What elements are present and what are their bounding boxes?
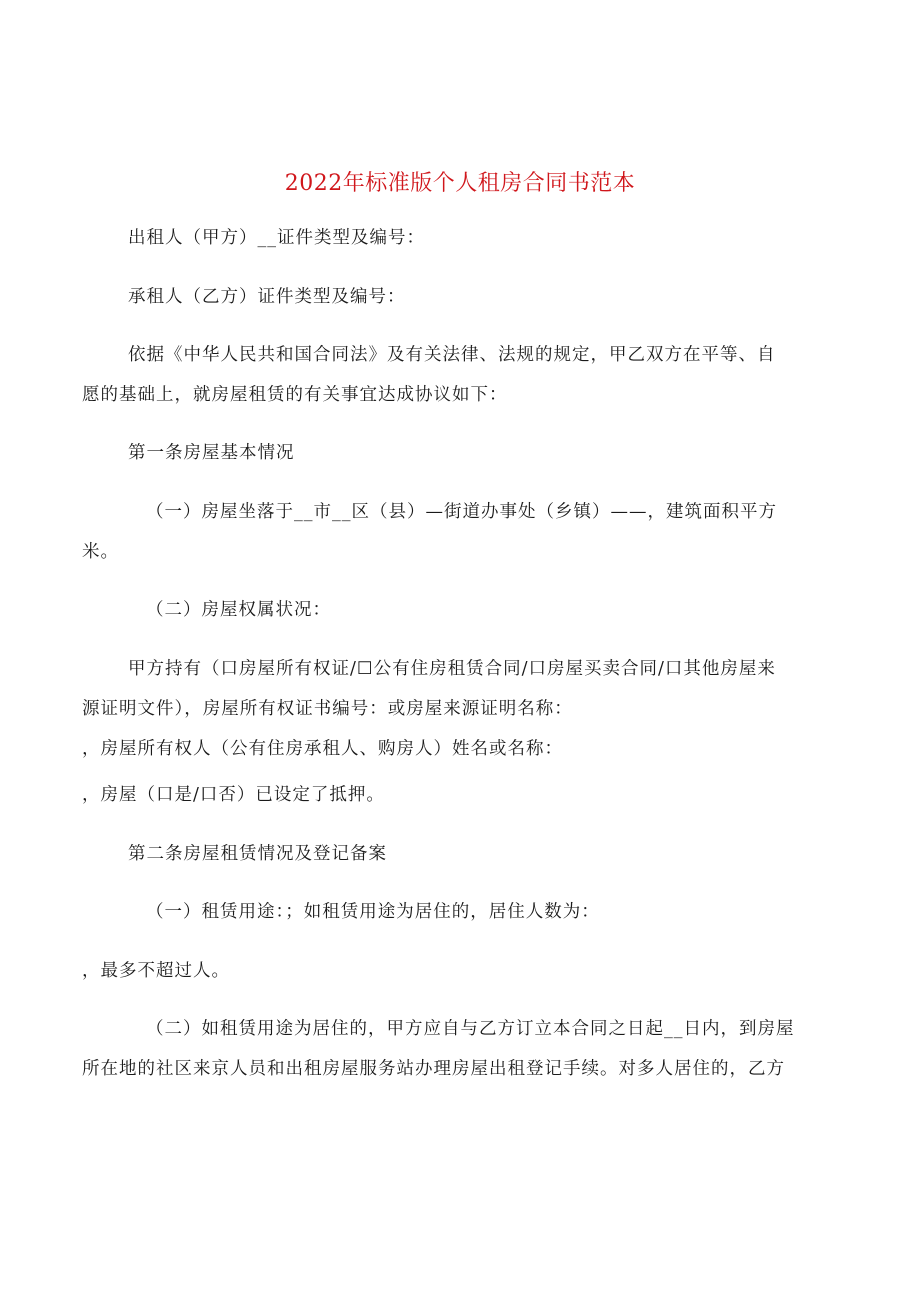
ownership-line-2: 源证明文件），房屋所有权证书编号：或房屋来源证明名称： — [82, 699, 573, 719]
document-title: 2022年标准版个人租房合同书范本 — [284, 171, 636, 196]
article-2-heading: 第二条房屋租赁情况及登记备案 — [128, 844, 387, 864]
article-1-item-1-line-1: （一）房屋坐落于__市__区（县）—街道办事处（乡镇）——，建筑面积平方 — [146, 502, 777, 522]
lessor-line: 出租人（甲方）__证件类型及编号： — [128, 228, 425, 248]
article-2-item-2-line-1: （二）如租赁用途为居住的，甲方应自与乙方订立本合同之日起__日内，到房屋 — [146, 1019, 795, 1039]
article-1-item-2: （二）房屋权属状况： — [146, 600, 331, 620]
preamble-line-1: 依据《中华人民共和国合同法》及有关法律、法规的规定，甲乙双方在平等、自 — [128, 345, 776, 365]
article-2-item-1-cont: ，最多不超过人。 — [82, 961, 230, 981]
lessee-line: 承租人（乙方）证件类型及编号： — [128, 287, 406, 307]
article-1-heading: 第一条房屋基本情况 — [128, 443, 295, 463]
ownership-line-3: ，房屋所有权人（公有住房承租人、购房人）姓名或名称： — [82, 739, 563, 759]
article-2-item-2-line-2: 所在地的社区来京人员和出租房屋服务站办理房屋出租登记手续。对多人居住的，乙方 — [82, 1059, 785, 1079]
article-1-item-1-line-2: 米。 — [82, 542, 119, 562]
article-2-item-1: （一）租赁用途：；如租赁用途为居住的，居住人数为： — [146, 902, 600, 922]
ownership-line-1: 甲方持有（口房屋所有权证/☐公有住房租赁合同/口房屋买卖合同/口其他房屋来 — [128, 659, 776, 679]
ownership-line-4: ，房屋（口是/口否）已设定了抵押。 — [82, 785, 385, 805]
preamble-line-2: 愿的基础上，就房屋租赁的有关事宜达成协议如下： — [82, 385, 508, 405]
